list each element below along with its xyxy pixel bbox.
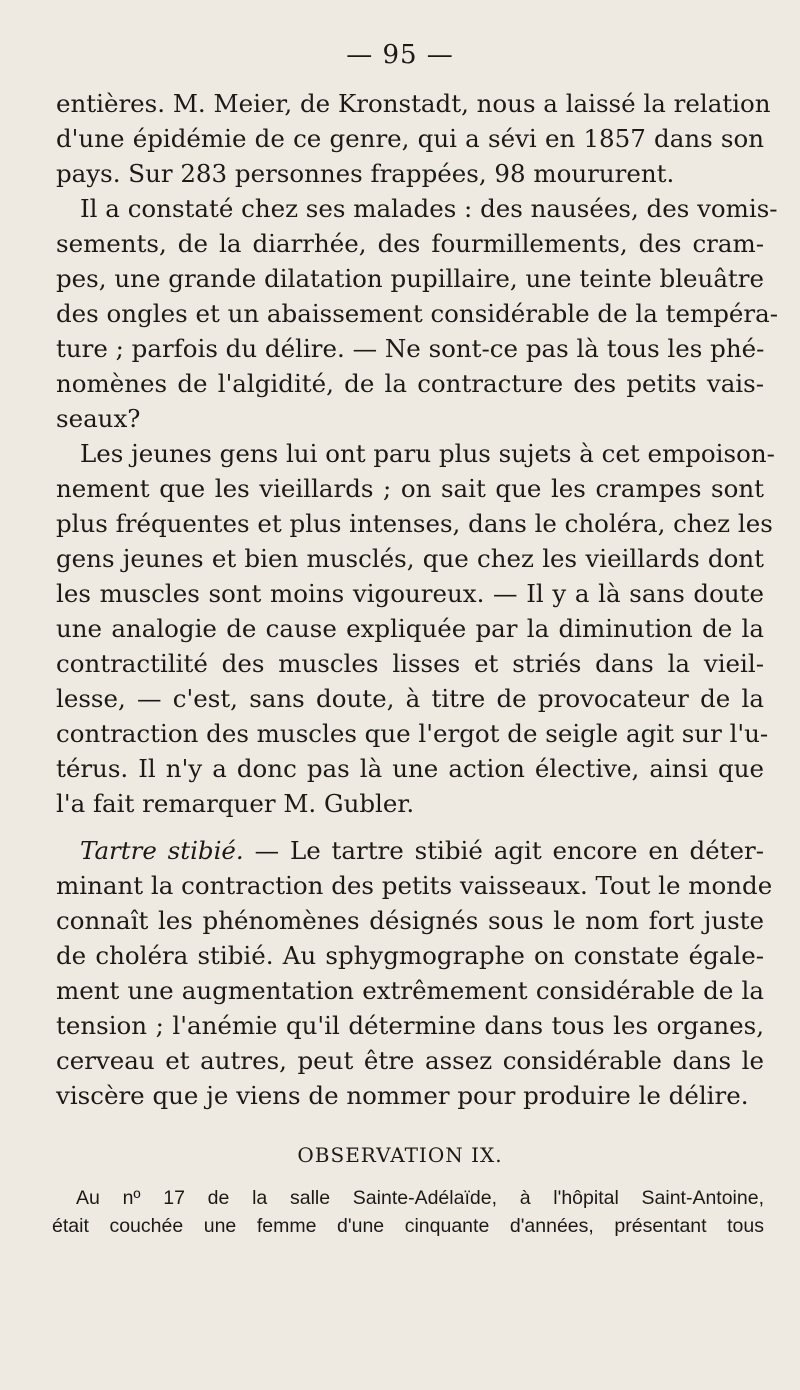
text-line: tension ; l'anémie qu'il détermine dans tous les organes,: [56, 1011, 764, 1040]
observation-title: OBSERVATION IX.: [297, 1143, 503, 1167]
text-line: entières. M. Meier, de Kronstadt, nous a laissé la relation: [56, 89, 771, 118]
text-line: une analogie de cause expliquée par la diminution de la: [56, 614, 764, 643]
text-line: contraction des muscles que l'ergot de seigle agit sur l'u-: [56, 719, 769, 748]
text-line: sements, de la diarrhée, des fourmillements, des cram-: [56, 229, 764, 258]
text-line: d'une épidémie de ce genre, qui a sévi en 1857 dans son: [56, 124, 764, 153]
text-line: lesse, — c'est, sans doute, à titre de provocateur de la: [56, 684, 764, 713]
text-line: plus fréquentes et plus intenses, dans le choléra, chez les: [56, 509, 773, 538]
text-line: pays. Sur 283 personnes frappées, 98 moururent.: [56, 159, 675, 188]
text-line: pes, une grande dilatation pupillaire, une teinte bleuâtre: [56, 264, 764, 293]
text-line: Les jeunes gens lui ont paru plus sujets à cet empoison-: [80, 439, 775, 468]
text-line: gens jeunes et bien musclés, que chez les vieillards dont: [56, 544, 764, 573]
text-line: Il a constaté chez ses malades : des nausées, des vomis-: [80, 194, 778, 223]
text-line: nomènes de l'algidité, de la contracture des petits vais-: [56, 369, 764, 398]
observation-line: était couchée une femme d'une cinquante d'années, présentant tous: [52, 1215, 764, 1237]
text-line: contractilité des muscles lisses et striés dans la vieil-: [56, 649, 764, 678]
text-line: cerveau et autres, peut être assez considérable dans le: [56, 1046, 764, 1075]
text-line: connaît les phénomènes désignés sous le nom fort juste: [56, 906, 764, 935]
page-number: — 95 —: [346, 40, 454, 70]
text-line: nement que les vieillards ; on sait que les crampes sont: [56, 474, 764, 503]
text-line: minant la contraction des petits vaisseaux. Tout le monde: [56, 871, 773, 900]
text-fragment: — Le tartre stibié agit encore en déter-: [254, 836, 764, 865]
text-line: viscère que je viens de nommer pour produire le délire.: [56, 1081, 749, 1110]
text-line: seaux?: [56, 404, 141, 433]
text-line: les muscles sont moins vigoureux. — Il y a là sans doute: [56, 579, 764, 608]
text-line: l'a fait remarquer M. Gubler.: [56, 789, 415, 818]
section-heading-tartre: Tartre stibié.: [80, 836, 244, 865]
text-line: ment une augmentation extrêmement considérable de la: [56, 976, 764, 1005]
observation-line: Au nº 17 de la salle Sainte-Adélaïde, à l'hôpital Saint-Antoine,: [76, 1187, 764, 1209]
text-line: des ongles et un abaissement considérable de la tempéra-: [56, 299, 778, 328]
text-line: térus. Il n'y a donc pas là une action élective, ainsi que: [56, 754, 764, 783]
text-line: [56, 833, 764, 868]
text-line: de choléra stibié. Au sphygmographe on constate égale-: [56, 941, 764, 970]
text-line: ture ; parfois du délire. — Ne sont-ce pas là tous les phé-: [56, 334, 765, 363]
